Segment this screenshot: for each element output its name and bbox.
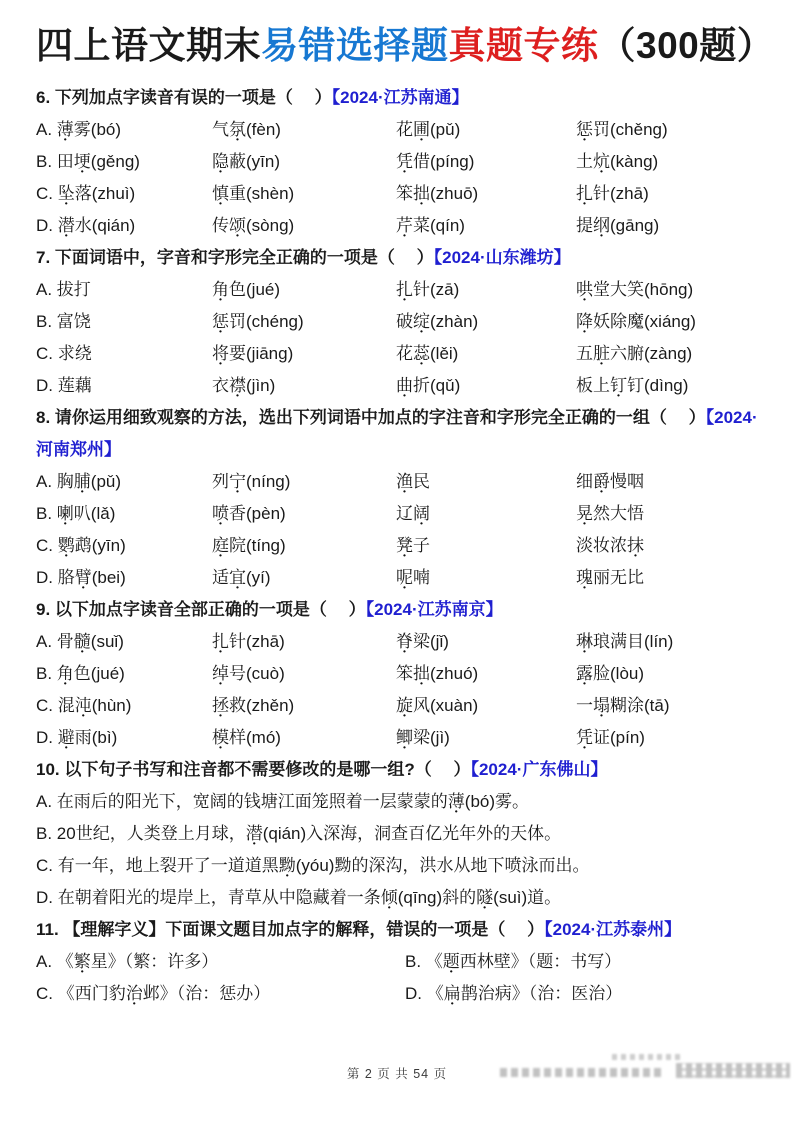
questions-container — [36, 82, 758, 1010]
option-cell: D. 潜水(qián) — [36, 216, 136, 235]
question-block — [36, 594, 758, 754]
emphasis-dot-char: 拙 — [413, 184, 430, 203]
option-cell: 辽阔 — [396, 504, 430, 523]
emphasis-dot-char: 绽 — [413, 312, 430, 331]
emphasis-dot-char: 埂 — [73, 152, 91, 171]
emphasis-dot-char: 沌 — [74, 696, 92, 715]
question-stem — [36, 82, 758, 114]
option-cell: 惩罚(chěng) — [576, 120, 668, 139]
option-cell: 花蕊(lěi) — [396, 344, 459, 363]
emphasis-dot-char: 喇 — [56, 504, 74, 523]
option-cell: A. 骨髓(suǐ) — [36, 632, 124, 651]
emphasis-dot-char: 脏 — [593, 344, 610, 363]
option-cell: 旋风(xuàn) — [396, 696, 479, 715]
emphasis-dot-char: 抹 — [627, 536, 644, 555]
emphasis-dot-char: 惩 — [576, 120, 593, 139]
question-block — [36, 754, 758, 914]
option-cell: 凭证(pín) — [576, 728, 645, 747]
option-cell: 笨拙(zhuó) — [396, 664, 479, 683]
emphasis-dot-char: 晃 — [576, 504, 593, 523]
option-cell: 芹菜(qín) — [396, 216, 465, 235]
option-cell: 隐蔽(yīn) — [212, 152, 280, 171]
option-row — [36, 306, 758, 338]
page-title — [36, 22, 775, 70]
emphasis-dot-char: 宜 — [229, 568, 246, 587]
option-cell: B. 富饶 — [36, 312, 91, 331]
emphasis-dot-char: 渔 — [396, 472, 413, 491]
emphasis-dot-char: 髓 — [73, 632, 91, 651]
option-cell: 板上钉钉(dìng) — [576, 376, 689, 395]
option-cell: 鲫梁(jì) — [396, 728, 450, 747]
option-sentence: D. 在朝着阳光的堤岸上，青草从中隐藏着一条倾(qīng)斜的隧(suì)道。 — [36, 888, 562, 907]
emphasis-dot-char: 凭 — [396, 152, 413, 171]
option-cell: 瑰丽无比 — [576, 568, 644, 587]
title-segment-black-1: 四上语文期末 — [36, 25, 261, 66]
question-source-tag: 【2024·江苏泰州】 — [544, 920, 682, 939]
option-row — [36, 210, 758, 242]
emphasis-dot-char: 圃 — [413, 120, 430, 139]
option-cell: D. 莲藕 — [36, 376, 92, 395]
emphasis-dot-char: 芹 — [396, 216, 413, 235]
option-cell: 呢喃 — [396, 568, 430, 587]
option-cell: 笨拙(zhuō) — [396, 184, 479, 203]
emphasis-dot-char: 倾 — [380, 888, 398, 907]
page-number-label: 第 2 页 共 54 页 — [346, 1067, 448, 1081]
option-cell: 琳琅满目(lín) — [576, 632, 674, 651]
option-cell: B. 田埂(gěng) — [36, 152, 140, 171]
option-cell: 淡妆浓抹 — [576, 536, 644, 555]
title-segment-blue: 易错选择题 — [261, 25, 449, 66]
option-cell: B. 角色(jué) — [36, 664, 125, 683]
option-cell: 列宁(níng) — [212, 472, 291, 491]
question-source-tag: 【2024·广东佛山】 — [470, 760, 608, 779]
emphasis-dot-char: 钉 — [610, 376, 627, 395]
option-row — [36, 626, 758, 658]
emphasis-dot-char: 鹦 — [57, 536, 75, 555]
emphasis-dot-char: 坠 — [57, 184, 75, 203]
option-cell: 花圃(pǔ) — [396, 120, 461, 139]
option-row — [36, 146, 758, 178]
option-cell: 扎针(zhā) — [212, 632, 285, 651]
emphasis-dot-char: 塌 — [593, 696, 610, 715]
option-cell: B. 《题西林壁》（题：书写） — [405, 952, 622, 971]
question-stem — [36, 594, 758, 626]
option-cell: 渔民 — [396, 472, 430, 491]
option-cell: 模样(mó) — [212, 728, 281, 747]
emphasis-dot-char: 拙 — [413, 664, 430, 683]
emphasis-dot-char: 避 — [57, 728, 75, 747]
question-stem-text: 9. 以下加点字读音全部正确的一项是（ ） — [36, 600, 366, 619]
option-sentence: B. 20世纪，人类登上月球，潜(qián)入深海，洞查百亿光年外的天体。 — [36, 824, 562, 843]
emphasis-dot-char: 将 — [212, 344, 229, 363]
option-cell: 庭院(tíng) — [212, 536, 286, 555]
option-row — [36, 338, 758, 370]
option-sentence: A. 在雨后的阳光下，宽阔的钱塘江面笼照着一层蒙蒙的薄(bó)雾。 — [36, 792, 530, 811]
option-cell: A. 胸脯(pǔ) — [36, 472, 122, 491]
page-footer — [0, 1060, 794, 1090]
question-block — [36, 402, 758, 594]
emphasis-dot-char: 角 — [212, 280, 229, 299]
option-cell: 角色(jué) — [212, 280, 281, 299]
question-stem — [36, 754, 758, 786]
emphasis-dot-char: 蕊 — [413, 344, 430, 363]
emphasis-dot-char: 扎 — [576, 184, 593, 203]
emphasis-dot-char: 凭 — [576, 728, 593, 747]
emphasis-dot-char: 旋 — [396, 696, 413, 715]
emphasis-dot-char: 扁 — [443, 984, 461, 1003]
option-row — [36, 690, 758, 722]
question-source-tag: 【2024·江苏南京】 — [365, 600, 503, 619]
question-stem-text: 10. 以下句子书写和注音都不需要修改的是哪一组?（ ） — [36, 760, 471, 779]
emphasis-dot-char: 琳 — [576, 632, 593, 651]
option-row — [36, 466, 758, 498]
option-row — [36, 562, 758, 594]
question-source-tag: 【2024·山东潍坊】 — [433, 248, 571, 267]
emphasis-dot-char: 慎 — [212, 184, 229, 203]
emphasis-dot-char: 拯 — [212, 696, 229, 715]
option-cell: 凭借(píng) — [396, 152, 475, 171]
emphasis-dot-char: 凳 — [396, 536, 413, 555]
option-cell: D. 避雨(bì) — [36, 728, 118, 747]
emphasis-dot-char: 惩 — [212, 312, 229, 331]
emphasis-dot-char: 模 — [212, 728, 229, 747]
option-cell: C. 混沌(hùn) — [36, 696, 132, 715]
title-segment-red: 真题专练 — [448, 25, 599, 66]
option-cell: B. 喇叭(lǎ) — [36, 504, 116, 523]
emphasis-dot-char: 鲫 — [396, 728, 413, 747]
emphasis-dot-char: 薄 — [56, 120, 74, 139]
option-cell: D. 胳臂(bei) — [36, 568, 126, 587]
option-cell: 露脸(lòu) — [576, 664, 645, 683]
emphasis-dot-char: 呢 — [396, 568, 413, 587]
option-cell: D. 《扁鹊治病》（治：医治） — [405, 984, 623, 1003]
option-cell: 衣襟(jìn) — [212, 376, 276, 395]
option-cell: 绰号(cuò) — [212, 664, 285, 683]
option-cell: 细爵慢咽 — [576, 472, 644, 491]
option-row — [36, 498, 758, 530]
emphasis-dot-char: 氛 — [229, 120, 246, 139]
option-cell: 降妖除魔(xiáng) — [576, 312, 696, 331]
emphasis-dot-char: 绰 — [212, 664, 229, 683]
option-sentence: C. 有一年，地上裂开了一道道黑黝(yóu)黝的深沟，洪水从地下喷泳而出。 — [36, 856, 590, 875]
option-row — [36, 370, 758, 402]
option-cell: 破绽(zhàn) — [396, 312, 479, 331]
question-stem — [36, 242, 758, 274]
option-cell: C. 坠落(zhuì) — [36, 184, 136, 203]
emphasis-dot-char: 炕 — [593, 152, 610, 171]
option-cell: 一塌糊涂(tā) — [576, 696, 670, 715]
question-block — [36, 242, 758, 402]
option-cell: 扎针(zhā) — [576, 184, 649, 203]
emphasis-dot-char: 繁 — [73, 952, 91, 971]
question-stem-text: 6. 下列加点字读音有误的一项是（ ） — [36, 88, 332, 107]
emphasis-dot-char: 潜 — [57, 216, 75, 235]
emphasis-dot-char: 哄 — [576, 280, 593, 299]
emphasis-dot-char: 扎 — [396, 280, 413, 299]
emphasis-dot-char: 隧 — [476, 888, 494, 907]
title-segment-black-2: （300题） — [598, 25, 775, 66]
emphasis-dot-char: 喷 — [212, 504, 229, 523]
option-row — [36, 178, 758, 210]
emphasis-dot-char: 庭 — [212, 536, 229, 555]
question-source-tag: 【2024·河南郑州】 — [36, 408, 758, 459]
option-cell: 慎重(shèn) — [212, 184, 295, 203]
emphasis-dot-char: 题 — [442, 952, 460, 971]
option-cell: 扎针(zā) — [396, 280, 460, 299]
option-cell: 脊梁(jǐ) — [396, 632, 449, 651]
emphasis-dot-char: 瑰 — [576, 568, 593, 587]
option-row — [36, 722, 758, 754]
option-cell: A. 薄雾(bó) — [36, 120, 122, 139]
emphasis-dot-char: 角 — [56, 664, 74, 683]
watermark-smudge-small — [612, 1054, 684, 1060]
emphasis-dot-char: 爵 — [593, 472, 610, 491]
option-row — [36, 530, 758, 562]
option-cell: A. 拔打 — [36, 280, 91, 299]
option-cell: 哄堂大笑(hōng) — [576, 280, 694, 299]
option-cell: 晃然大悟 — [576, 504, 644, 523]
option-cell: 传颂(sòng) — [212, 216, 295, 235]
watermark-smudge-left — [500, 1068, 662, 1077]
option-row — [36, 658, 758, 690]
emphasis-dot-char: 襟 — [229, 376, 246, 395]
emphasis-dot-char: 颂 — [229, 216, 246, 235]
option-cell: 提纲(gāng) — [576, 216, 660, 235]
emphasis-dot-char: 扎 — [212, 632, 229, 651]
question-stem-text: 8. 请你运用细致观察的方法，选出下列词语中加点的字注音和字形完全正确的一组（ ） — [36, 408, 706, 427]
option-cell: 土炕(kàng) — [576, 152, 659, 171]
option-cell: C. 求绕 — [36, 344, 92, 363]
question-block — [36, 82, 758, 242]
question-source-tag: 【2024·江苏南通】 — [331, 88, 469, 107]
option-cell: 凳子 — [396, 536, 430, 555]
emphasis-dot-char: 脊 — [396, 632, 413, 651]
emphasis-dot-char: 脯 — [73, 472, 91, 491]
option-cell: 拯救(zhěn) — [212, 696, 295, 715]
question-stem-text: 7. 下面词语中，字音和字形完全正确的一项是（ ） — [36, 248, 434, 267]
emphasis-dot-char: 宁 — [229, 472, 246, 491]
emphasis-dot-char: 治 — [125, 984, 143, 1003]
emphasis-dot-char: 臂 — [74, 568, 92, 587]
emphasis-dot-char: 曲 — [396, 376, 413, 395]
option-row — [36, 274, 758, 306]
option-cell: 喷香(pèn) — [212, 504, 286, 523]
option-cell: C. 鹦鹉(yīn) — [36, 536, 126, 555]
emphasis-dot-char: 薄 — [447, 792, 465, 811]
emphasis-dot-char: 露 — [576, 664, 593, 683]
question-block — [36, 914, 758, 1010]
option-cell: 气氛(fèn) — [212, 120, 281, 139]
question-stem-text: 11. 【理解字义】下面课文题目加点字的解释，错误的一项是（ ） — [36, 920, 545, 939]
option-cell: A. 《繁星》（繁：许多） — [36, 952, 219, 971]
emphasis-dot-char: 潜 — [245, 824, 263, 843]
question-stem — [36, 914, 758, 946]
option-cell: C. 《西门豹治邺》（治：惩办） — [36, 984, 271, 1003]
option-cell: 五脏六腑(zàng) — [576, 344, 693, 363]
option-row — [36, 946, 758, 978]
option-row — [36, 114, 758, 146]
emphasis-dot-char: 降 — [576, 312, 593, 331]
emphasis-dot-char: 隐 — [212, 152, 229, 171]
option-cell: 适宜(yí) — [212, 568, 271, 587]
option-cell: 将要(jiāng) — [212, 344, 294, 363]
option-cell: 惩罚(chéng) — [212, 312, 304, 331]
emphasis-dot-char: 阔 — [413, 504, 430, 523]
emphasis-dot-char: 纲 — [593, 216, 610, 235]
emphasis-dot-char: 黝 — [278, 856, 296, 875]
watermark-smudge-right — [676, 1063, 790, 1078]
option-cell: 曲折(qǔ) — [396, 376, 461, 395]
question-stem — [36, 402, 758, 466]
option-row — [36, 978, 758, 1010]
